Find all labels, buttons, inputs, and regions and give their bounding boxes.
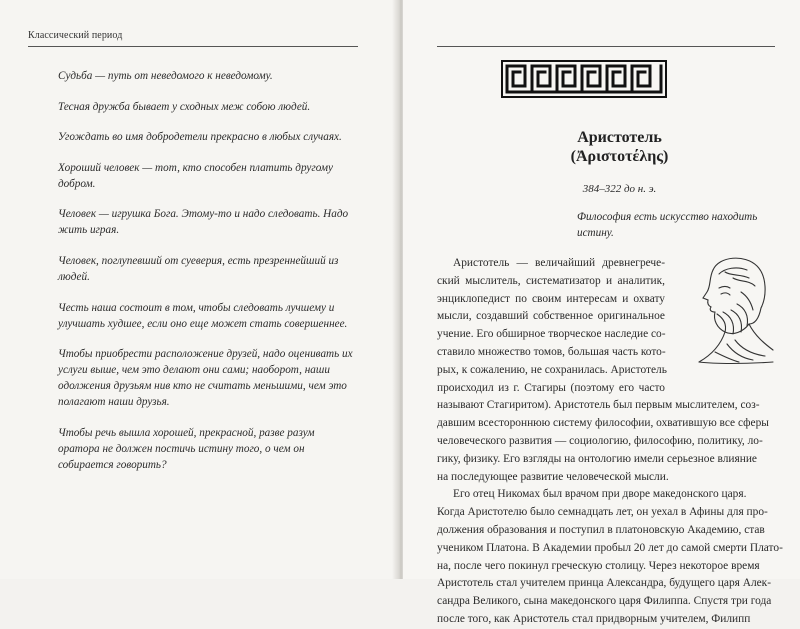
text-line: рых, к сожалению, не сохранилась. Аристотель <box>437 363 667 376</box>
text-line: учение. Его обширное творческое наследие со- <box>437 328 666 341</box>
text-line: человеческого развития — социологию, философию, политику, ло- <box>437 434 763 447</box>
text-line: Когда Аристотелю было семнадцать лет, он уехал в Афины для про- <box>437 506 768 519</box>
text-line: называют Стагиритом). Аристотель был первым мыслителем, соз- <box>437 399 760 412</box>
epigraph: Философия есть искусство находить истину. <box>577 211 758 239</box>
life-dates: 384–322 до н. э. <box>582 183 657 195</box>
quote: Чтобы приобрести расположение друзей, надо оценивать их услуги выше, чем это делают они сами; наоборот, наши одолжения друзьям нив кто не считать меньшими, чем это полагают наши друзья. <box>58 348 353 409</box>
quote: Судьба — путь от неведомого к неведомому. <box>58 70 273 82</box>
title-greek: (Ἀριστοτέλης) <box>570 148 669 165</box>
text-line: учеником Платона. В Академии пробыл 20 лет до самой смерти Плато- <box>437 541 783 554</box>
greek-key-ornament <box>501 60 667 98</box>
right-page <box>403 0 800 625</box>
text-line: мысли, создавший собственное оригинальное <box>437 310 665 323</box>
text-line: Аристотель стал учителем принца Александра, будущего царя Алек- <box>437 577 772 590</box>
paragraph <box>437 486 783 628</box>
left-page <box>0 0 397 579</box>
text-line: давшим всестороннюю систему философии, охватившую все сферы <box>437 417 769 430</box>
text-line: ский мыслитель, систематизатор и аналитик, <box>437 274 665 287</box>
quote: Человек, поглупевший от суеверия, есть презреннейший из людей. <box>58 254 339 283</box>
text-line: Его отец Никомах был врачом при дворе македонского царя. <box>453 488 747 501</box>
text-line: Аристотель — величайший древнегрече- <box>453 257 665 269</box>
article-body <box>437 255 783 629</box>
text-line: происходил из г. Стагиры (поэтому его часто <box>437 381 665 394</box>
text-line: сандра Великого, сына македонского царя Филиппа. Спустя три года <box>437 595 772 608</box>
quote: Чтобы речь вышла хорошей, прекрасной, разве разум оратора не должен постичь истину того, о чем он собирается говорить? <box>58 426 315 471</box>
title-russian: Аристотель <box>577 129 662 146</box>
quotes-list <box>58 68 358 487</box>
article-title <box>403 128 800 166</box>
header-rule <box>437 46 775 47</box>
quote: Угождать во имя добродетели прекрасно в любых случаях. <box>58 131 342 144</box>
running-head: Классический период <box>28 30 123 41</box>
quote: Честь наша состоит в том, чтобы следовать лучшему и улучшать худшее, если оно еще может стать совершеннее. <box>58 301 348 330</box>
text-line: на последующее развитие человеческой мысли. <box>437 470 669 483</box>
header-rule <box>28 46 358 47</box>
quote: Хороший человек — тот, кто способен платить другому добром. <box>58 161 334 190</box>
paragraph <box>437 255 775 486</box>
quote: Человек — игрушка Бога. Этому-то и надо следовать. Надо жить играя. <box>58 208 349 237</box>
text-line: энциклопедист по своим интересам и охвату <box>437 292 665 305</box>
text-line: гику, физику. Его взгляды на онтологию имели серьезное влияние <box>437 452 757 465</box>
text-line: должения образования и поступил в платоновскую Академию, став <box>437 523 765 536</box>
text-line: ставило множество томов, большая часть кото- <box>437 345 666 358</box>
text-line: после того, как Аристотель стал придворным учителем, Филипп <box>437 612 751 625</box>
text-line: на, после чего покинул греческую столицу. Через некоторое время <box>437 559 760 572</box>
quote: Тесная дружба бывает у сходных меж собою людей. <box>58 100 311 113</box>
